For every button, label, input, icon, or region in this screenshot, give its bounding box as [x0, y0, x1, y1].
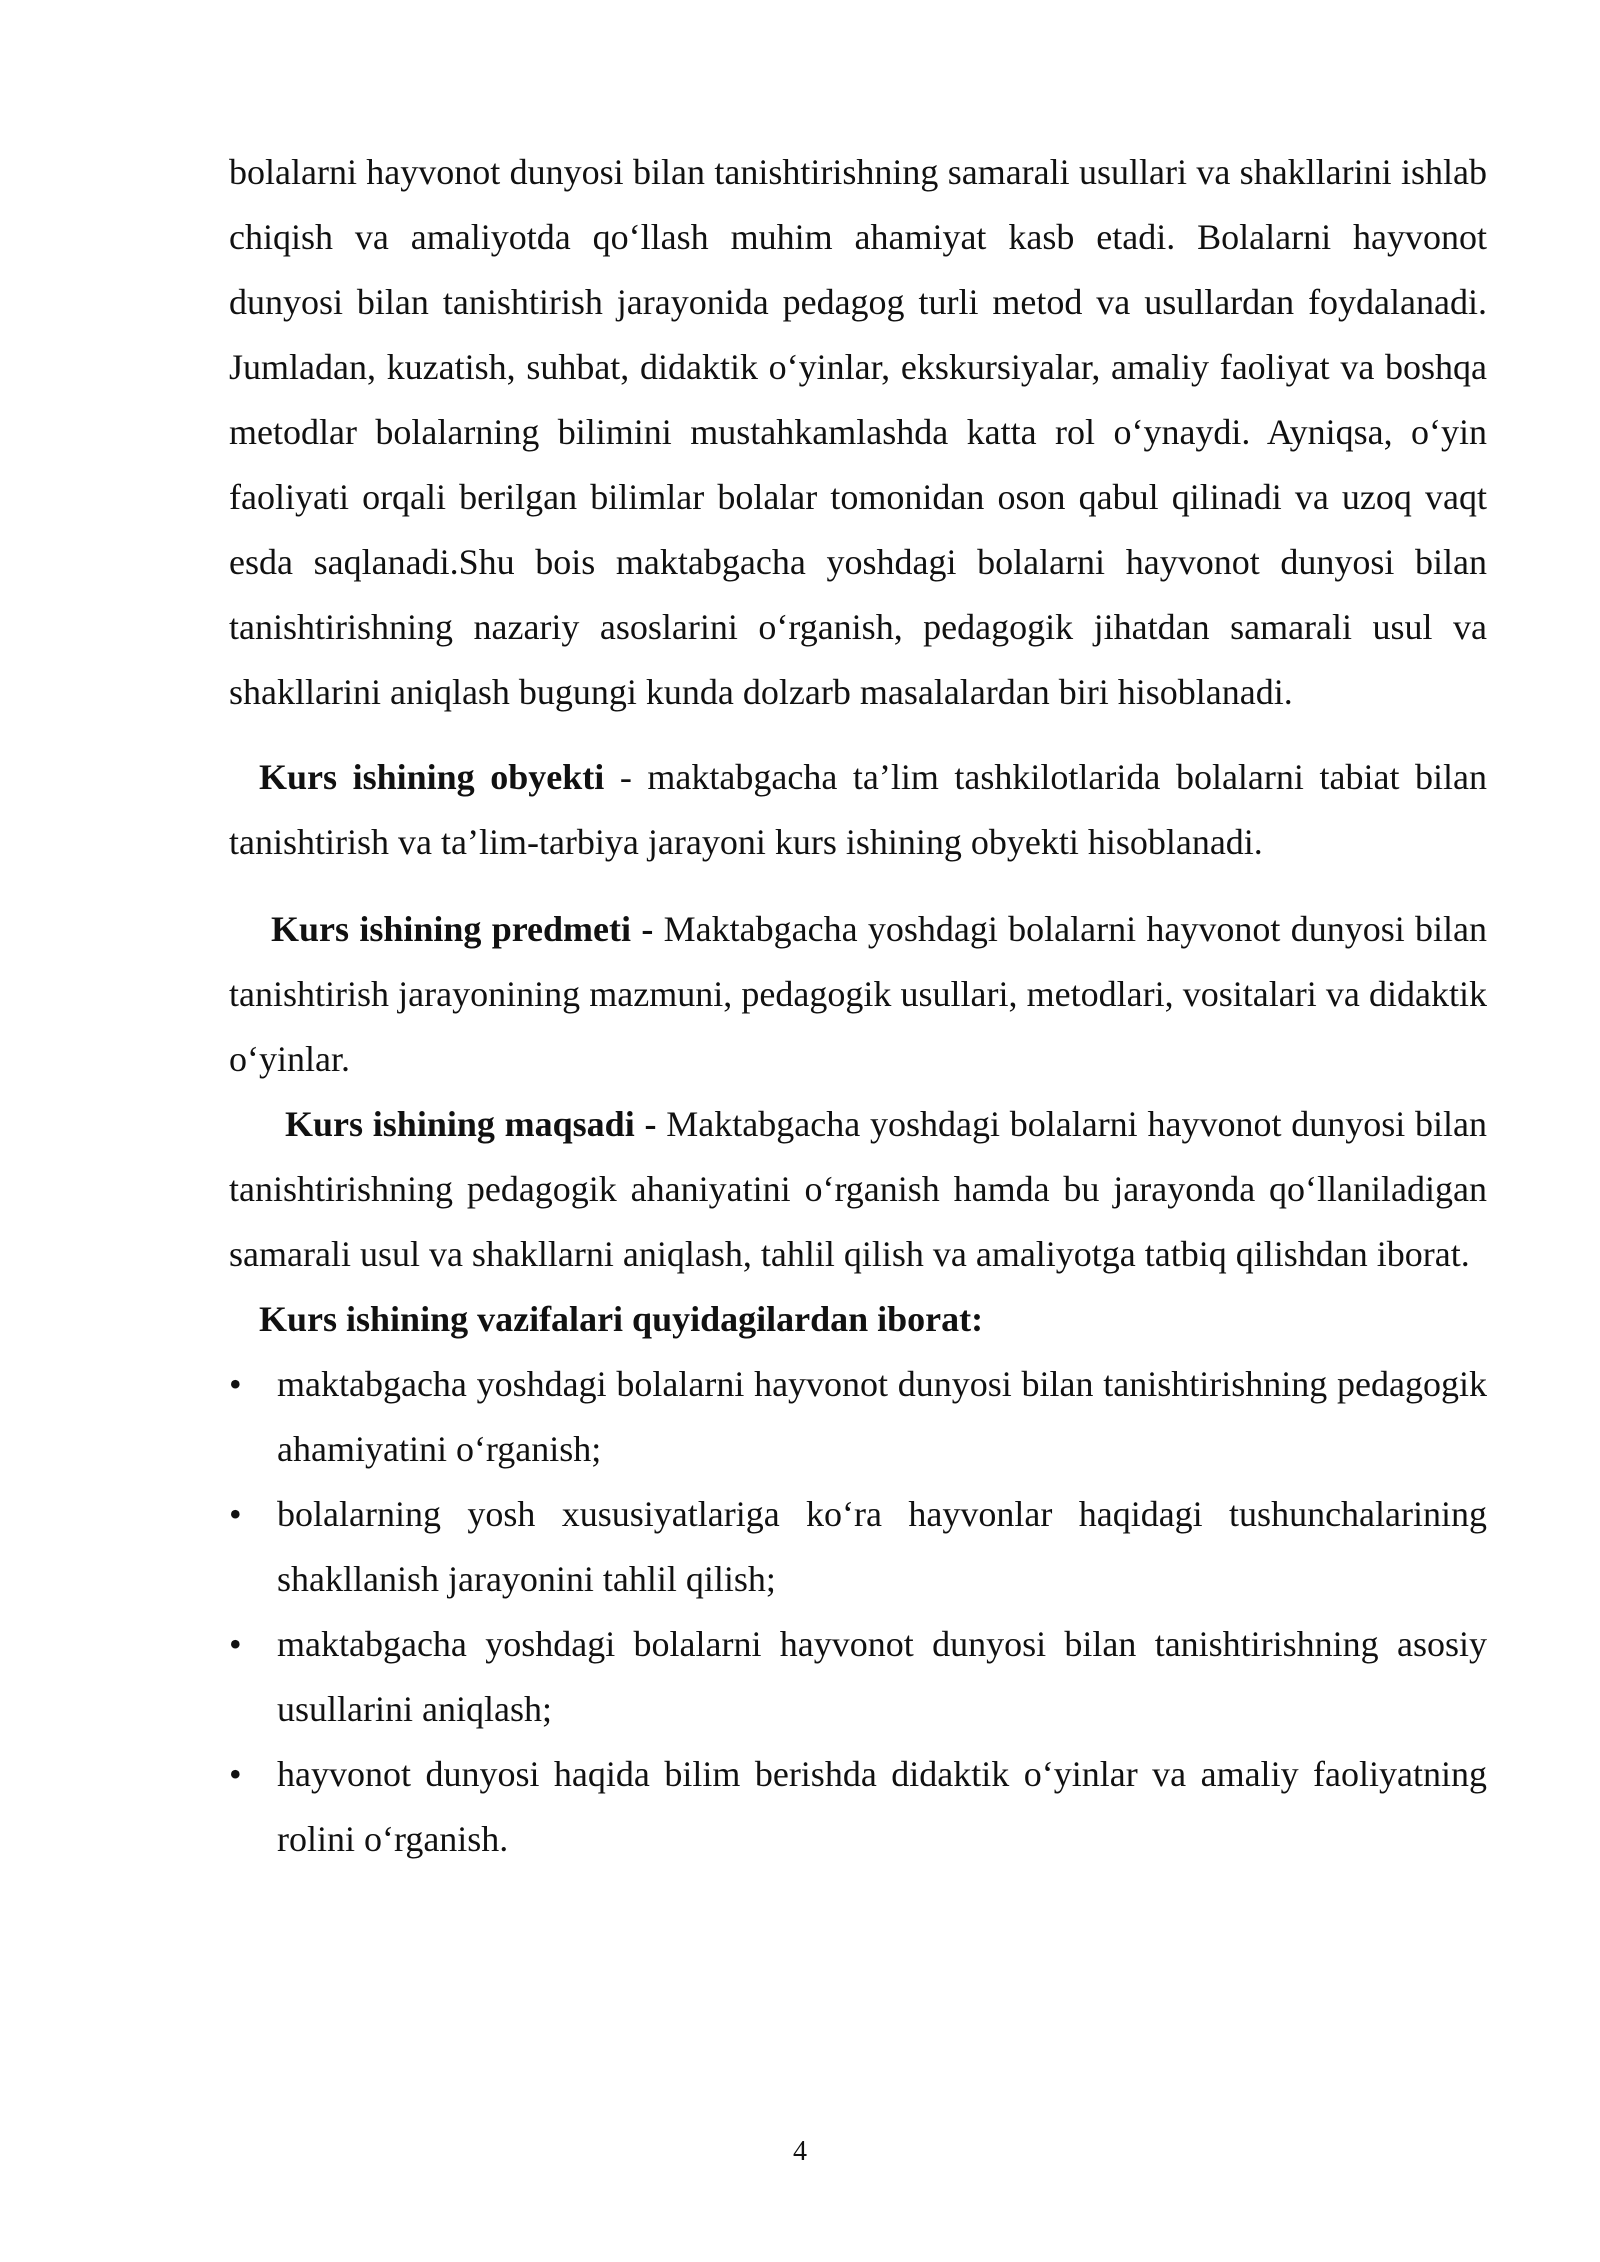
list-item-text: maktabgacha yoshdagi bolalarni hayvonot dunyosi bilan tanishtirishning asosiy usullarini aniqlash;	[277, 1624, 1487, 1729]
list-item	[229, 1482, 1487, 1612]
tasks-list	[229, 1352, 1487, 1872]
intro-paragraph: bolalarni hayvonot dunyosi bilan tanishtirishning samarali usullari va shakllarini ishlab chiqish va amaliyotda qo‘llash muhim ahamiyat kasb etadi. Bolalarni hayvonot dunyosi bilan tanishtirish jarayonida pedagog turli metod va usullardan foydalanadi. Jumladan, kuzatish, suhbat, didaktik o‘yinlar, ekskursiyalar, amaliy faoliyat va boshqa metodlar bolalarning bilimini mustahkamlashda katta rol o‘ynaydi. Ayniqsa, o‘yin faoliyati orqali berilgan bilimlar bolalar tomonidan oson qabul qilinadi va uzoq vaqt esda saqlanadi.Shu bois maktabgacha yoshdagi bolalarni hayvonot dunyosi bilan tanishtirishning nazariy asoslarini o‘rganish, pedagogik jihatdan samarali usul va shakllarini aniqlash bugungi kunda dolzarb masalalardan biri hisoblanadi.	[229, 152, 1487, 712]
list-item	[229, 1612, 1487, 1742]
list-item-text: bolalarning yosh xususiyatlariga ko‘ra hayvonlar haqidagi tushunchalarining shakllanish jarayonini tahlil qilish;	[277, 1494, 1487, 1599]
bullet-icon: •	[229, 1494, 242, 1534]
bullet-icon: •	[229, 1754, 242, 1794]
list-item	[229, 1742, 1487, 1872]
page-number: 4	[793, 2136, 807, 2167]
goal-paragraph	[229, 1092, 1487, 1287]
bullet-icon: •	[229, 1364, 242, 1404]
object-paragraph	[229, 745, 1487, 875]
object-term: Kurs ishining obyekti	[259, 757, 605, 797]
goal-text: Maktabgacha yoshdagi bolalarni hayvonot dunyosi bilan tanishtirishning pedagogik ahaniyatini o‘rganish hamda bu jarayonda qo‘llaniladigan samarali usul va shakllarni aniqlash, tahlil qilish va amaliyotga tatbiq qilishdan iborat.	[229, 1104, 1488, 1274]
object-text: - maktabgacha ta’lim tashkilotlarida bolalarni tabiat bilan tanishtirish va ta’lim-tarbiya jarayoni kurs ishining obyekti hisoblanadi.	[229, 757, 1488, 862]
goal-term: Kurs ishining maqsadi -	[285, 1104, 657, 1144]
list-item-text: maktabgacha yoshdagi bolalarni hayvonot dunyosi bilan tanishtirishning pedagogik ahamiyatini o‘rganish;	[277, 1364, 1487, 1469]
subject-text: Maktabgacha yoshdagi bolalarni hayvonot dunyosi bilan tanishtirish jarayonining mazmuni, pedagogik usullari, metodlari, vositalari va didaktik o‘yinlar.	[229, 909, 1488, 1079]
bullet-icon: •	[229, 1624, 242, 1664]
document-page	[229, 140, 1487, 1872]
tasks-heading-text: Kurs ishining vazifalari quyidagilardan iborat:	[259, 1299, 984, 1339]
list-item-text: hayvonot dunyosi haqida bilim berishda didaktik o‘yinlar va amaliy faoliyatning rolini o‘rganish.	[277, 1754, 1487, 1859]
subject-term: Kurs ishining predmeti -	[271, 909, 654, 949]
list-item	[229, 1352, 1487, 1482]
subject-paragraph	[229, 897, 1487, 1092]
tasks-heading	[229, 1287, 1487, 1352]
